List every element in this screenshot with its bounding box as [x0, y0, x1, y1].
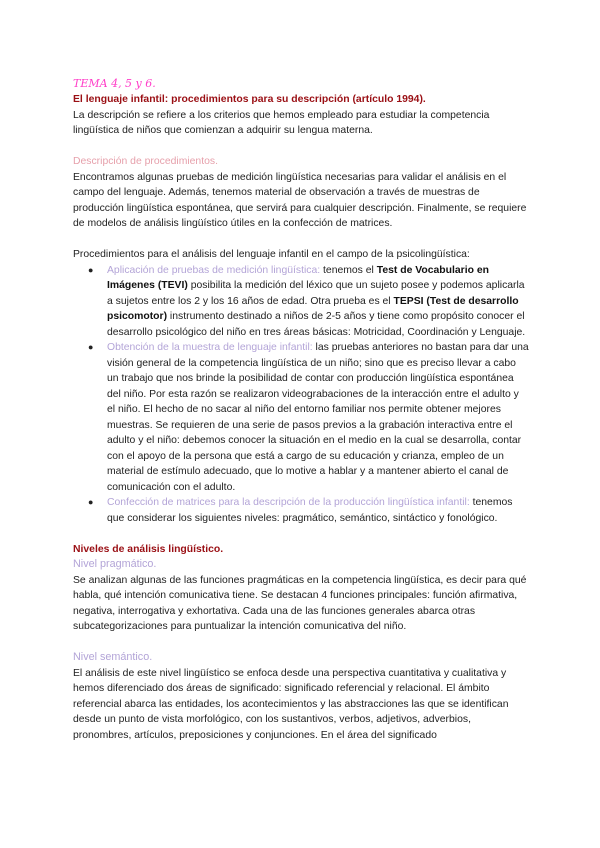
list-item-label: Obtención de la muestra de lenguaje infantil:	[107, 342, 313, 353]
semantic-paragraph: El análisis de este nivel lingüístico se enfoca desde una perspectiva cuantitativa y cualitativa y hemos diferenciado dos áreas de significado: significado referencial y relacional. El ámbito referencial abarca las entidades, los acontecimientos y las abstracciones las que se identifican desde un punto de vista morfológico, con los sustantivos, verbos, adjetivos, adverbios, pronombres, artículos, preposiciones y conjunciones. En el área del significado	[73, 667, 509, 741]
list-item-label: Aplicación de pruebas de medición lingüística:	[107, 264, 321, 276]
list-item-text: posibilita la medición del léxico que un sujeto posee y podemos aplicarla a sujetos entre los 2 y los 16 años de edad. Otra prueba es el	[107, 280, 525, 307]
document-page	[73, 76, 529, 743]
description-heading: Descripción de procedimientos.	[73, 156, 218, 167]
list-item-text: instrumento destinado a niños de 2-5 años y tiene como propósito conocer el desarrollo psicológico del niño en tres áreas básicas: Motricidad, Coordinación y Lenguaje.	[107, 311, 526, 338]
list-item	[88, 495, 529, 526]
bullet-icon: ●	[88, 497, 94, 507]
spacer	[73, 139, 529, 155]
list-item-label: Confección de matrices para la descripción de la producción lingüística infantil:	[107, 497, 470, 508]
bullet-icon: ●	[88, 264, 94, 275]
spacer	[73, 526, 529, 542]
levels-heading: Niveles de análisis lingüístico.	[73, 543, 224, 555]
procedures-list	[73, 263, 529, 527]
description-paragraph: Encontramos algunas pruebas de medición lingüística necesarias para validar el análisis en el campo del lenguaje. Además, tenemos material de observación a través de muestras de producción lingüística espontánea, que servirá para cualquier descripción. Finalmente, se requiere de modelos de análisis lingüístico útiles en la confección de matrices.	[73, 171, 527, 229]
procedures-intro: Procedimientos para el análisis del lenguaje infantil en el campo de la psicolingüística:	[73, 249, 470, 260]
spacer	[73, 232, 529, 248]
list-item-text: tenemos que considerar los siguientes niveles: pragmático, semántico, sintáctico y fonológico.	[107, 497, 513, 524]
list-item-text: tenemos el	[320, 264, 377, 276]
bullet-icon: ●	[88, 342, 94, 352]
list-item-text: las pruebas anteriores no bastan para dar una visión general de la competencia lingüística de un niño; sino que es preciso llevar a cabo un trabajo que nos brinde la posibilidad de contar con producción lingüística espontánea del niño. Por esta razón se realizaron videograbaciones de la interacción entre el adulto y el niño. El hecho de no sacar al niño del entorno familiar nos permite obtener mejores muestras. Se requieren de una serie de pasos previos a la grabación interactiva entre el adulto y el niño: debemos conocer la situación en el medio en la cual se desarrolla, contar con el apoyo de la persona que está a cargo de su educación y crianza, empleo de un material de estímulo adecuado, que lo motive a hablar y a mantener abierto el canal de comunicación con el adulto.	[107, 342, 529, 493]
list-item	[88, 340, 529, 495]
article-title: El lenguaje infantil: procedimientos para su descripción (artículo 1994).	[73, 94, 426, 105]
semantic-heading: Nivel semántico.	[73, 651, 153, 663]
list-item-bold: TEPSI (Test de desarrollo psicomotor)	[107, 295, 519, 322]
pragmatic-heading: Nivel pragmático.	[73, 558, 157, 570]
list-item-bold: Test de Vocabulario en Imágenes (TEVI)	[107, 264, 489, 291]
intro-paragraph: La descripción se refiere a los criterios que hemos empleado para estudiar la competencia lingüística de niños que comienzan a adquirir su lengua materna.	[73, 109, 490, 136]
list-item	[88, 263, 529, 341]
spacer	[73, 635, 529, 651]
handwritten-topic-title: TEMA 4, 5 y 6.	[73, 77, 156, 90]
pragmatic-paragraph: Se analizan algunas de las funciones pragmáticas en la competencia lingüística, es decir para qué habla, qué intención comunicativa tiene. Se destacan 4 funciones principales: función afirmativa, negativa, interrogativa y exhortativa. Cada una de las funciones generales abarca otras subcategorizaciones para puntualizar la intención comunicativa del niño.	[73, 574, 527, 632]
